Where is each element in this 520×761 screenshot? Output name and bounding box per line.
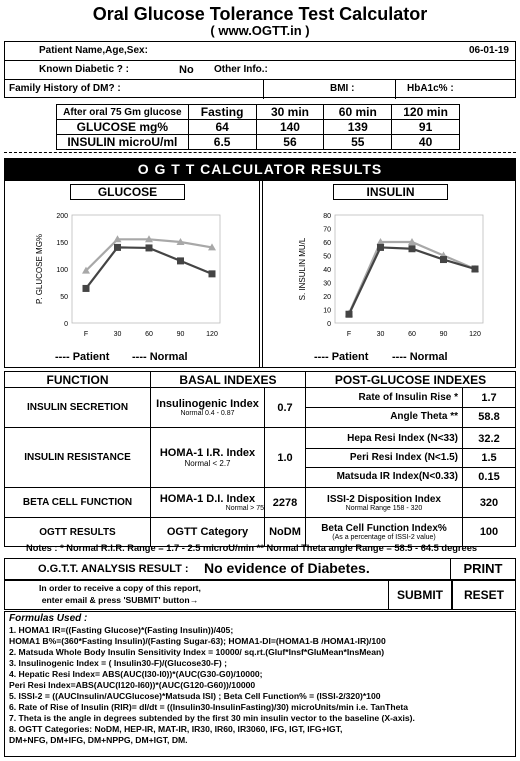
angle-theta-value: 58.8	[478, 410, 500, 423]
email-instruction	[10, 582, 230, 606]
insulin-input[interactable]: 56	[256, 135, 324, 150]
bmi-label: BMI :	[330, 83, 355, 94]
insulinogenic-label: Insulinogenic Index	[156, 398, 259, 410]
submit-button[interactable]: SUBMIT	[388, 580, 452, 610]
data-point	[472, 266, 479, 273]
divider	[263, 80, 264, 99]
data-point	[440, 256, 447, 263]
insulin-label: INSULIN microU/ml	[57, 135, 189, 150]
formula-line: 5. ISSI-2 = ((AUCInsulin/AUCGlucose)*Matsuda ISI) ; Beta Cell Function% = (ISSI-2/320)*100	[9, 691, 381, 701]
insulin-chart-title: INSULIN	[333, 184, 448, 200]
insulin-resistance-label: INSULIN RESISTANCE	[5, 428, 151, 488]
glucose-row	[57, 120, 460, 135]
column-header: 120 min	[392, 105, 460, 120]
y-axis-label: S. INSULIN MU/L	[298, 237, 307, 301]
legend-normal: ---- Normal	[132, 351, 188, 363]
glucose-label: GLUCOSE mg%	[57, 120, 189, 135]
y-tick-label: 60	[323, 240, 331, 247]
notes: Notes : * Normal R.I.R. Range = 1.7 - 2.5 microU/min ** Normal Theta angle Range = 58.5 - 64.5 degrees	[26, 543, 478, 553]
homa-di-value: 2278	[265, 488, 306, 518]
divider	[395, 80, 396, 99]
rate-rise-label: Rate of Insulin Rise *	[306, 389, 462, 408]
homa-ir-normal: Normal < 2.7	[184, 459, 231, 468]
homa-ir-label: HOMA-1 I.R. Index	[159, 447, 256, 459]
basal-header: BASAL INDEXES	[151, 372, 306, 388]
series-line-normal	[349, 242, 475, 314]
email-instruction-line: enter email & press 'SUBMIT' button→	[41, 595, 199, 605]
insulin-input[interactable]: 55	[324, 135, 392, 150]
legend-normal: ---- Normal	[392, 351, 448, 363]
index-table	[4, 371, 516, 547]
formulas-heading: Formulas Used :	[9, 613, 88, 624]
ogtt-results-label: OGTT RESULTS	[5, 518, 151, 547]
homa-di-normal: Normal > 75	[225, 505, 264, 512]
peri-resi-value: 1.5	[463, 449, 515, 468]
known-diabetic-value[interactable]: No	[179, 64, 194, 76]
insulinogenic-value: 0.7	[265, 388, 306, 428]
email-instruction-line: In order to receive a copy of this report,	[39, 583, 201, 593]
patient-row-1	[5, 42, 515, 61]
y-tick-label: 150	[56, 240, 68, 247]
function-header: FUNCTION	[5, 372, 151, 388]
y-axis-label: P. GLUCOSE MG%	[35, 233, 44, 305]
column-header: 60 min	[324, 105, 392, 120]
divider	[4, 152, 516, 157]
y-tick-label: 10	[323, 307, 331, 315]
formula-line: DM+NFG, DM+IFG, DM+NPPG, DM+IGT, DM.	[9, 735, 188, 745]
analysis-result: No evidence of Diabetes.	[204, 560, 370, 576]
results-banner: O G T T CALCULATOR RESULTS	[4, 158, 516, 180]
glucose-input[interactable]: 64	[188, 120, 256, 135]
y-tick-label: 70	[323, 226, 331, 234]
beta-cell-index-label: Beta Cell Function Index%	[321, 523, 447, 534]
y-tick-label: 0	[327, 321, 331, 328]
glucose-input[interactable]: 139	[324, 120, 392, 135]
issi-value: 320	[463, 488, 516, 518]
issi-normal: Normal Range 158 - 320	[345, 504, 423, 512]
data-point	[377, 244, 384, 251]
beta-cell-label: BETA CELL FUNCTION	[5, 488, 151, 518]
formula-line: 2. Matsuda Whole Body Insulin Sensitivity Index = 10000/ sq.rt.(Gluf*Insf*GluMean*InsMean)	[9, 647, 385, 657]
peri-resi-label: Peri Resi Index (N<1.5)	[306, 449, 462, 468]
y-tick-label: 40	[323, 267, 331, 274]
data-point	[409, 245, 416, 252]
analysis-label: O.G.T.T. ANALYSIS RESULT :	[38, 563, 189, 575]
index-header-row	[5, 372, 516, 388]
y-tick-label: 0	[64, 321, 68, 328]
matsuda-label: Matsuda IR Index(N<0.33)	[336, 470, 458, 482]
hepa-resi-label: Hepa Resi Index (N<33)	[306, 429, 462, 449]
x-tick-label: 120	[469, 331, 481, 338]
table-row	[5, 428, 516, 488]
beta-cell-index-sub: (As a percentage of ISSI-2 value)	[332, 534, 436, 541]
patient-info-panel	[4, 41, 516, 98]
reset-button[interactable]: RESET	[452, 580, 516, 610]
formula-line: HOMA1 B%=(360*Fasting Insulin)/(Fasting Sugar-63); HOMA1-DI=(HOMA1-B /HOMA1-IR)/100	[9, 636, 386, 646]
x-tick-label: F	[346, 331, 352, 338]
data-point	[177, 257, 184, 264]
beta-cell-index-value: 100	[463, 518, 516, 547]
x-tick-label: 90	[176, 331, 185, 338]
table-row	[5, 388, 516, 428]
patient-name-input[interactable]	[145, 43, 465, 59]
patient-row-3	[5, 80, 515, 99]
formulas-panel	[4, 611, 516, 757]
column-header: 30 min	[256, 105, 324, 120]
x-tick-label: 120	[206, 331, 218, 338]
page-title: Oral Glucose Tolerance Test Calculator	[92, 4, 428, 24]
data-point	[346, 311, 353, 318]
ogtt-category-label: OGTT Category	[151, 518, 265, 547]
legend-patient: ---- Patient	[55, 351, 110, 363]
glucose-chart-title: GLUCOSE	[70, 184, 185, 200]
other-info-label: Other Info.:	[214, 64, 268, 75]
email-input[interactable]	[232, 582, 386, 608]
x-tick-label: 60	[145, 331, 153, 338]
y-tick-label: 20	[323, 294, 331, 301]
insulin-secretion-label: INSULIN SECRETION	[5, 388, 151, 428]
column-header: Fasting	[188, 105, 256, 120]
series-line-patient	[349, 247, 475, 314]
series-line-patient	[86, 247, 212, 288]
hepa-resi-value: 32.2	[463, 429, 515, 449]
glucose-chart	[30, 207, 230, 349]
family-history-label: Family History of DM? :	[9, 83, 121, 94]
patient-name-label: Patient Name,Age,Sex:	[39, 45, 148, 56]
x-tick-label: F	[83, 331, 89, 338]
hba1c-label: HbA1c% :	[407, 83, 454, 94]
issi-label: ISSI-2 Disposition Index	[327, 493, 441, 505]
table-header-cell: After oral 75 Gm glucose	[57, 105, 189, 120]
x-tick-label: 30	[113, 331, 122, 338]
y-tick-label: 30	[323, 280, 331, 288]
insulin-chart	[293, 207, 493, 349]
x-tick-label: 30	[376, 331, 385, 338]
plot-area	[335, 215, 483, 323]
post-glucose-header: POST-GLUCOSE INDEXES	[306, 372, 516, 388]
formula-line: 7. Theta is the angle in degrees subtended by the first 30 min insulin vector to the baseline (X-axis).	[9, 713, 415, 723]
matsuda-value: 0.15	[478, 470, 500, 483]
ogtt-category-value: NoDM	[265, 518, 306, 547]
y-tick-label: 100	[56, 267, 68, 274]
table-header-row	[57, 105, 460, 120]
formula-line: Peri Resi Index=ABS(AUC(I120-I60))*(AUC(G120-G60))/10000	[9, 680, 256, 690]
data-point	[209, 270, 216, 277]
formula-line: 1. HOMA1 IR=((Fasting Glucose)*(Fasting Insulin))/405;	[9, 625, 234, 635]
formula-line: 6. Rate of Rise of Insulin (RIR)= dI/dt = ((Insulin30-InsulinFasting)/30) microUnits/min i.e. TanTheta	[9, 702, 409, 712]
homa-di-label: HOMA-1 D.I. Index	[159, 493, 256, 505]
ogtt-values-table	[56, 104, 460, 150]
glucose-input[interactable]: 91	[392, 120, 460, 135]
legend-patient: ---- Patient	[314, 351, 369, 363]
report-date: 06-01-19	[468, 45, 509, 56]
known-diabetic-label: Known Diabetic ? :	[39, 64, 129, 75]
insulin-row	[57, 135, 460, 150]
x-tick-label: 60	[408, 331, 416, 338]
data-point	[83, 285, 90, 292]
data-point	[114, 244, 121, 251]
formula-line: 4. Hepatic Resi Index= ABS(AUC(I30-I0))*(AUC(G30-G0)/10000;	[9, 669, 263, 679]
table-row	[5, 488, 516, 518]
y-tick-label: 80	[323, 213, 331, 220]
y-tick-label: 50	[323, 253, 331, 261]
site-link[interactable]: ( www.OGTT.in )	[210, 23, 310, 38]
data-point	[146, 244, 153, 251]
y-tick-label: 50	[60, 294, 68, 301]
insulinogenic-normal: Normal 0.4 - 0.87	[180, 410, 235, 417]
formula-line: 3. Insulinogenic Index = ( Insulin30-F)/(Glucose30-F) ;	[9, 658, 227, 668]
patient-row-2	[5, 61, 515, 80]
formula-line: 8. OGTT Categories: NoDM, HEP-IR, MAT-IR, IR30, IR60, IR3060, IFG, IGT, IFG+IGT,	[9, 724, 343, 734]
y-tick-label: 200	[56, 213, 68, 220]
insulin-input[interactable]: 40	[392, 135, 460, 150]
insulin-input[interactable]: 6.5	[188, 135, 256, 150]
rate-rise-value: 1.7	[463, 389, 515, 408]
chart-divider	[259, 180, 263, 368]
glucose-input[interactable]: 140	[256, 120, 324, 135]
x-tick-label: 90	[439, 331, 448, 338]
homa-ir-value: 1.0	[265, 428, 306, 488]
print-button[interactable]: PRINT	[450, 558, 516, 580]
angle-theta-label: Angle Theta **	[390, 410, 458, 422]
